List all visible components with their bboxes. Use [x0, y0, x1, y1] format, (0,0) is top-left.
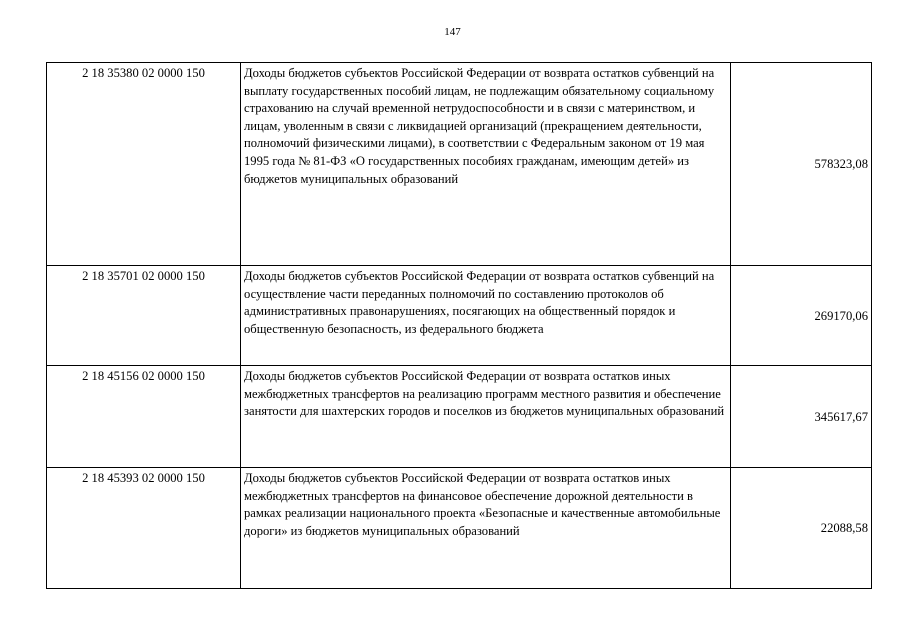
revenue-code-cell: 2 18 45156 02 0000 150 — [47, 366, 241, 468]
revenue-description-cell: Доходы бюджетов субъектов Российской Федерации от возврата остатков иных межбюджетных трансфертов на финансовое обеспечение дорожной деятельности в рамках реализации национального проекта «Безопасные и качественные автомобильные дороги» из бюджетов муниципальных образований — [241, 468, 731, 589]
revenue-description-cell: Доходы бюджетов субъектов Российской Федерации от возврата остатков субвенций на осуществление части переданных полномочий по составлению протоколов об административных правонарушениях, посягающих на общественный порядок и общественную безопасность, из федерального бюджета — [241, 266, 731, 366]
revenue-amount-cell: 22088,58 — [731, 468, 872, 589]
revenue-amount-cell: 345617,67 — [731, 366, 872, 468]
revenue-code-cell: 2 18 35380 02 0000 150 — [47, 63, 241, 266]
revenue-code-cell: 2 18 45393 02 0000 150 — [47, 468, 241, 589]
table-row — [47, 366, 872, 468]
revenue-amount-cell: 578323,08 — [731, 63, 872, 266]
revenue-description-cell: Доходы бюджетов субъектов Российской Федерации от возврата остатков иных межбюджетных трансфертов на реализацию программ местного развития и обеспечение занятости для шахтерских городов и поселков из бюджетов муниципальных образований — [241, 366, 731, 468]
page-number: 147 — [444, 26, 461, 38]
revenue-code-cell: 2 18 35701 02 0000 150 — [47, 266, 241, 366]
revenue-description-cell: Доходы бюджетов субъектов Российской Федерации от возврата остатков субвенций на выплату государственных пособий лицам, не подлежащим обязательному социальному страхованию на случай временной нетрудоспособности и в связи с материнством, и лицам, уволенным в связи с ликвидацией организаций (прекращением деятельности, полномочий физическими лицами), в соответствии с Федеральным законом от 19 мая 1995 года № 81-ФЗ «О государственных пособиях гражданам, имеющим детей» из бюджетов муниципальных образований — [241, 63, 731, 266]
table-row — [47, 63, 872, 266]
revenue-amount-cell: 269170,06 — [731, 266, 872, 366]
table-row — [47, 468, 872, 589]
table-row — [47, 266, 872, 366]
budget-revenue-table — [46, 62, 872, 589]
